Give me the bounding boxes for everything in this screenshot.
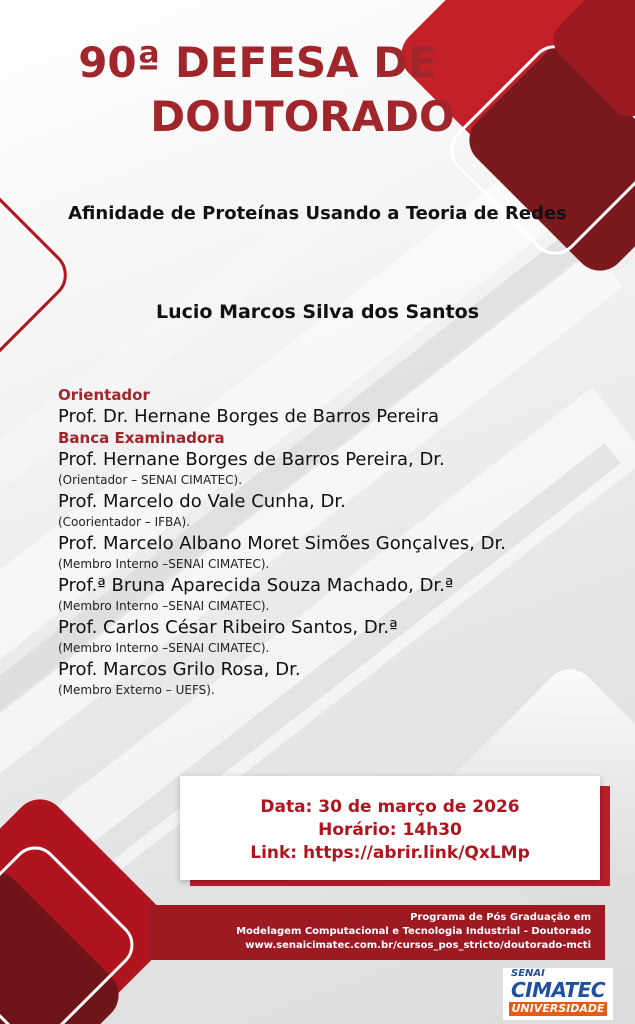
- member-role: (Membro Interno –SENAI CIMATEC).: [58, 599, 270, 613]
- program-line-2: Modelagem Computacional e Tecnologia Industrial - Doutorado: [236, 926, 591, 937]
- member-name: Prof. Hernane Borges de Barros Pereira, Dr.: [58, 449, 445, 470]
- advisor-label: Orientador: [58, 386, 150, 404]
- member-name: Prof. Carlos César Ribeiro Santos, Dr.ª: [58, 617, 398, 638]
- member-role: (Orientador – SENAI CIMATEC).: [58, 473, 243, 487]
- program-line-1: Programa de Pós Graduação em: [410, 912, 591, 923]
- event-date: Data: 30 de março de 2026: [260, 797, 520, 817]
- committee-member: [58, 616, 628, 657]
- committee-block: [58, 386, 628, 700]
- program-banner: [150, 905, 605, 960]
- program-url[interactable]: www.senaicimatec.com.br/cursos_pos_stricto/doutorado-mcti: [245, 940, 591, 951]
- member-name: Prof. Marcos Grilo Rosa, Dr.: [58, 659, 301, 680]
- event-info-box: [180, 776, 600, 880]
- committee-member: [58, 532, 628, 573]
- member-role: (Membro Interno –SENAI CIMATEC).: [58, 557, 270, 571]
- committee-member: [58, 448, 628, 489]
- member-name: Prof. Marcelo Albano Moret Simões Gonçalves, Dr.: [58, 533, 506, 554]
- title-line-1: 90ª DEFESA DE: [78, 38, 437, 87]
- candidate-name: Lucio Marcos Silva dos Santos: [156, 301, 479, 323]
- thesis-title: Afinidade de Proteínas Usando a Teoria de Redes: [68, 203, 567, 224]
- title-line-2: DOUTORADO: [150, 92, 455, 141]
- logo-universidade-text: UNIVERSIDADE: [509, 1002, 607, 1016]
- logo-cimatec-text: CIMATEC: [510, 978, 606, 1002]
- committee-member: [58, 658, 628, 699]
- committee-member: [58, 574, 628, 615]
- committee-member: [58, 490, 628, 531]
- member-role: (Membro Interno –SENAI CIMATEC).: [58, 641, 270, 655]
- member-role: (Coorientador – IFBA).: [58, 515, 190, 529]
- logo-senai-text: SENAI: [511, 968, 545, 979]
- advisor-name: Prof. Dr. Hernane Borges de Barros Pereira: [58, 406, 440, 427]
- event-time: Horário: 14h30: [318, 820, 462, 840]
- member-role: (Membro Externo – UEFS).: [58, 683, 215, 697]
- member-name: Prof.ª Bruna Aparecida Souza Machado, Dr.ª: [58, 575, 454, 596]
- senai-cimatec-logo: [503, 968, 613, 1020]
- committee-label: Banca Examinadora: [58, 429, 225, 447]
- event-link[interactable]: Link: https://abrir.link/QxLMp: [250, 843, 530, 863]
- member-name: Prof. Marcelo do Vale Cunha, Dr.: [58, 491, 346, 512]
